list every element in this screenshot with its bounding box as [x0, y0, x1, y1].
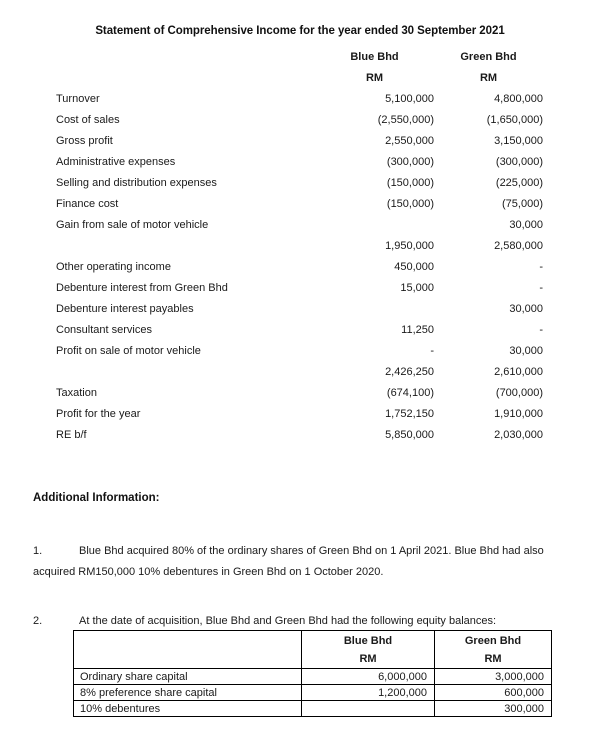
table-header-row — [74, 650, 552, 669]
row-value-green: - — [539, 260, 543, 273]
column-header-green-currency: RM — [435, 650, 552, 669]
equity-balances-table — [73, 630, 551, 717]
table-row — [56, 403, 543, 424]
column-header-blue-company: Blue Bhd — [350, 50, 399, 63]
row-label: Profit for the year — [56, 407, 141, 420]
table-row — [56, 424, 543, 445]
row-value-green: 3,000,000 — [435, 669, 552, 685]
row-value-blue — [315, 298, 434, 319]
table-row — [56, 193, 543, 214]
table-row — [56, 256, 543, 277]
row-value-blue: 5,100,000 — [385, 92, 434, 105]
row-label: Selling and distribution expenses — [56, 176, 217, 189]
row-value-blue: 2,550,000 — [385, 134, 434, 147]
row-value-blue: - — [430, 344, 434, 357]
row-label: 8% preference share capital — [74, 685, 302, 701]
statement-of-comprehensive-income-table — [56, 46, 543, 445]
row-value-blue — [315, 214, 434, 235]
table-row — [56, 109, 543, 130]
row-label: 10% debentures — [74, 701, 302, 717]
row-value-blue: (150,000) — [386, 197, 434, 210]
row-value-blue: (300,000) — [386, 155, 434, 168]
row-value-blue: (2,550,000) — [377, 113, 434, 126]
row-value-blue: 2,426,250 — [385, 365, 434, 378]
table-row — [56, 277, 543, 298]
row-value-green: (700,000) — [495, 386, 543, 399]
note-text: Blue Bhd acquired 80% of the ordinary shares of Green Bhd on 1 April 2021. Blue Bhd had also acquired RM150,000 10% debentures in Green Bhd on 1 October 2020. — [33, 545, 544, 578]
table-row — [56, 298, 543, 319]
table-row — [74, 701, 552, 717]
column-header-green-company: Green Bhd — [460, 50, 517, 63]
row-value-green: (225,000) — [495, 176, 543, 189]
row-value-green: 2,030,000 — [494, 428, 543, 441]
row-label: Profit on sale of motor vehicle — [56, 344, 201, 357]
row-value-blue: 1,950,000 — [385, 239, 434, 252]
row-value-green: 30,000 — [509, 302, 543, 315]
row-value-green: (300,000) — [495, 155, 543, 168]
note-item — [33, 611, 588, 632]
table-row — [74, 669, 552, 685]
row-value-blue: 15,000 — [400, 281, 434, 294]
row-value-green: 3,150,000 — [494, 134, 543, 147]
table-row — [56, 151, 543, 172]
column-header-green-company: Green Bhd — [435, 631, 552, 651]
row-label: Ordinary share capital — [74, 669, 302, 685]
row-value-blue: 5,850,000 — [385, 428, 434, 441]
row-label: Finance cost — [56, 197, 119, 210]
row-label: RE b/f — [56, 428, 87, 441]
column-header-blue-company: Blue Bhd — [302, 631, 435, 651]
table-row — [56, 88, 543, 109]
table-row — [56, 382, 543, 403]
row-value-green: - — [539, 323, 543, 336]
row-value-green: 300,000 — [435, 701, 552, 717]
column-header-blue-currency: RM — [365, 71, 384, 84]
row-label: Other operating income — [56, 260, 171, 273]
table-row — [56, 235, 543, 256]
column-header-blue-currency: RM — [302, 650, 435, 669]
row-value-blue: 1,200,000 — [302, 685, 435, 701]
row-label: Debenture interest from Green Bhd — [56, 281, 228, 294]
row-value-green: 30,000 — [509, 218, 543, 231]
table-row — [56, 172, 543, 193]
row-label: Turnover — [56, 92, 100, 105]
row-value-green: 30,000 — [509, 344, 543, 357]
row-label: Gain from sale of motor vehicle — [56, 218, 209, 231]
column-header-label-2 — [74, 650, 302, 669]
row-value-blue: 6,000,000 — [302, 669, 435, 685]
row-label — [56, 361, 315, 382]
column-header-label — [56, 46, 315, 67]
column-header-label-2 — [56, 67, 315, 88]
note-number: 1. — [33, 545, 43, 557]
row-value-green: 2,610,000 — [494, 365, 543, 378]
row-value-green: - — [539, 281, 543, 294]
column-header-label — [74, 631, 302, 651]
page-title: Statement of Comprehensive Income for the year ended 30 September 2021 — [95, 25, 505, 37]
note-item — [33, 541, 588, 583]
table-row — [56, 130, 543, 151]
row-label: Administrative expenses — [56, 155, 176, 168]
additional-information-heading: Additional Information: — [33, 492, 160, 504]
note-number: 2. — [33, 615, 43, 627]
table-row — [56, 319, 543, 340]
row-value-green: 600,000 — [435, 685, 552, 701]
row-label: Gross profit — [56, 134, 113, 147]
row-value-blue: 450,000 — [394, 260, 434, 273]
row-value-green: (75,000) — [502, 197, 543, 210]
row-value-blue: (674,100) — [386, 386, 434, 399]
note-text: At the date of acquisition, Blue Bhd and Green Bhd had the following equity balances: — [79, 615, 497, 627]
row-label: Cost of sales — [56, 113, 120, 126]
table-row — [56, 361, 543, 382]
table-row — [74, 685, 552, 701]
row-label — [56, 235, 315, 256]
row-value-green: 1,910,000 — [494, 407, 543, 420]
table-row — [56, 214, 543, 235]
row-label: Debenture interest payables — [56, 302, 194, 315]
table-row — [56, 340, 543, 361]
row-value-blue: (150,000) — [386, 176, 434, 189]
row-value-blue: 1,752,150 — [385, 407, 434, 420]
table-header-row — [74, 631, 552, 651]
table-header-row — [56, 67, 543, 88]
row-value-green: (1,650,000) — [486, 113, 543, 126]
column-header-green-currency: RM — [479, 71, 498, 84]
row-label: Consultant services — [56, 323, 152, 336]
table-header-row — [56, 46, 543, 67]
row-label: Taxation — [56, 386, 97, 399]
row-value-green: 2,580,000 — [494, 239, 543, 252]
row-value-blue: 11,250 — [401, 323, 434, 336]
row-value-blue — [302, 701, 435, 717]
row-value-green: 4,800,000 — [494, 92, 543, 105]
